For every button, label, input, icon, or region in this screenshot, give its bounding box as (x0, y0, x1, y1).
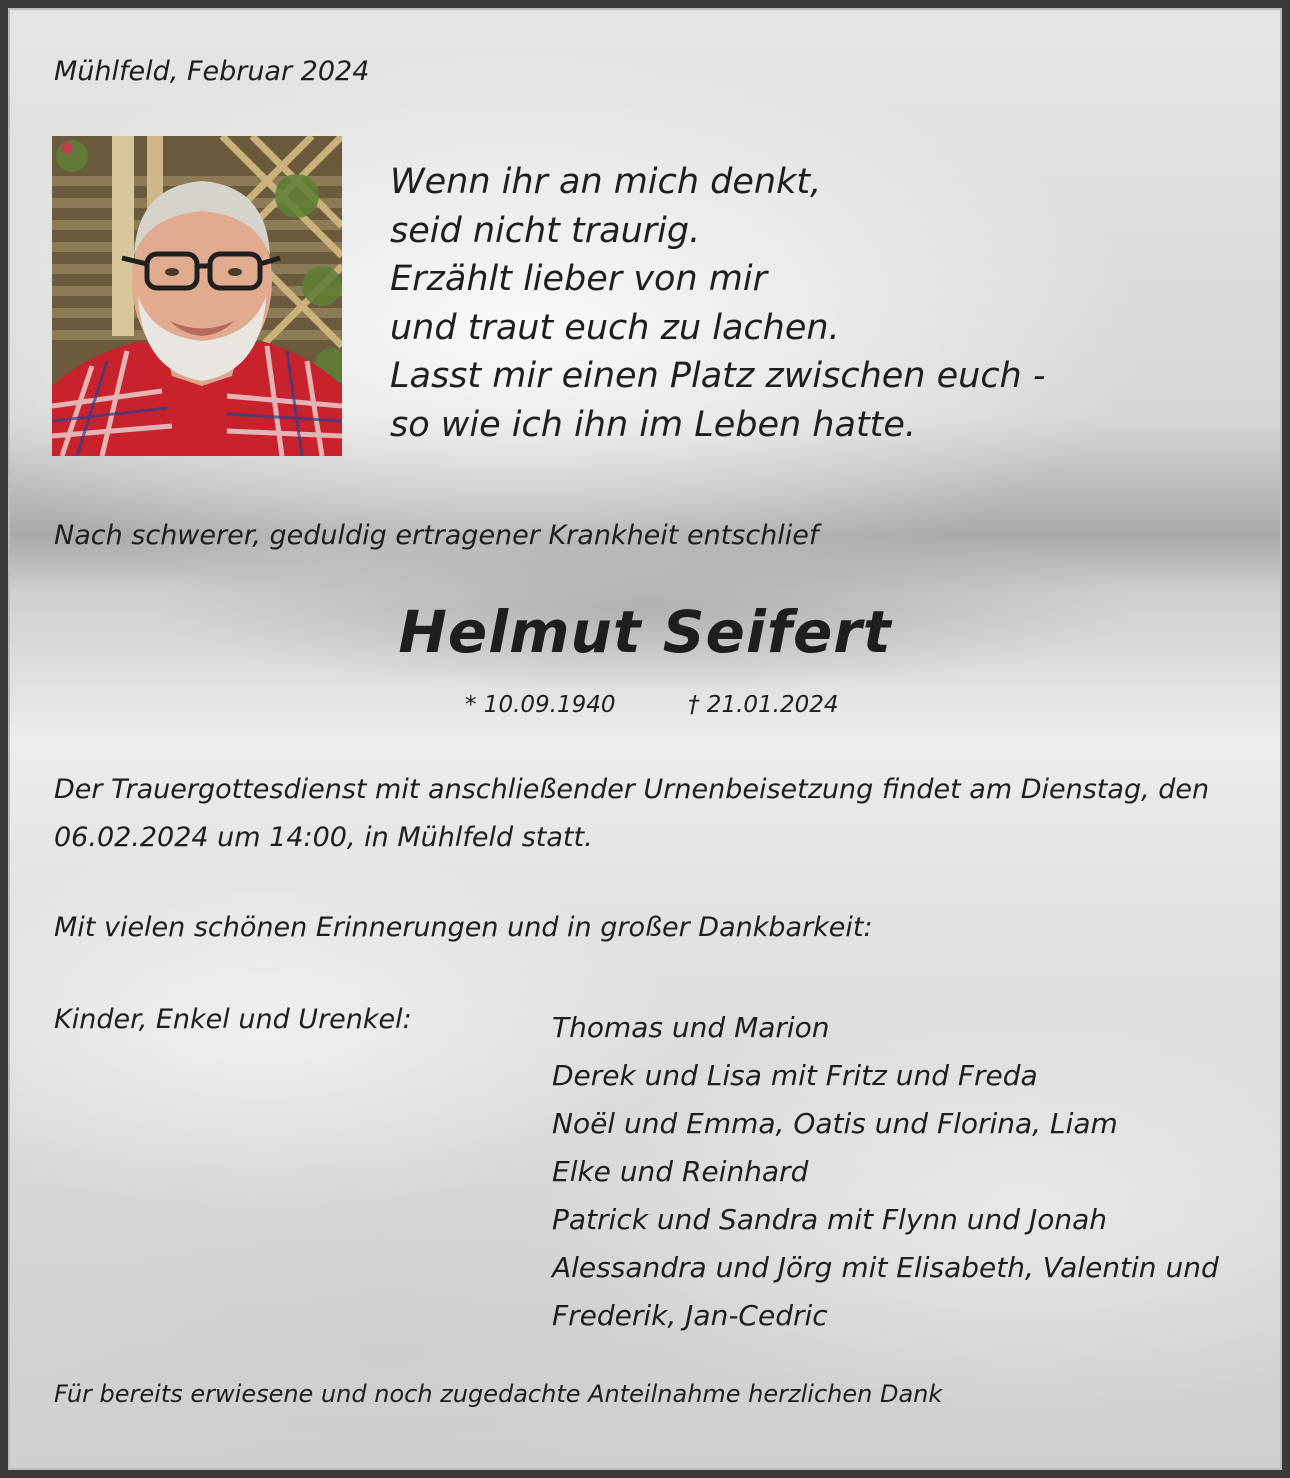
relation-item: Noël und Emma, Oatis und Florina, Liam (552, 1107, 1118, 1140)
service-info: Der Trauergottesdienst mit anschließender Urnenbeisetzung findet am Dienstag, den 06.02.2024 um 14:00, in Mühlfeld statt. (54, 774, 1210, 853)
closing-text: Für bereits erwiesene und noch zugedachte Anteilnahme herzlichen Dank (54, 1380, 943, 1408)
poem-line: so wie ich ihn im Leben hatte. (390, 404, 917, 445)
obituary-notice (8, 8, 1282, 1470)
deceased-name: Helmut Seifert (398, 598, 892, 666)
relation-item: Frederik, Jan-Cedric (552, 1299, 828, 1332)
poem-line: Lasst mir einen Platz zwischen euch - (390, 356, 1046, 396)
relation-item: Thomas und Marion (552, 1011, 830, 1044)
portrait-photo (52, 136, 342, 456)
intro-text: Nach schwerer, geduldig ertragener Krankheit entschlief (54, 520, 819, 551)
birth-date: * 10.09.1940 (465, 692, 616, 718)
thanks-line: Mit vielen schönen Erinnerungen und in großer Dankbarkeit: (54, 912, 873, 943)
relations-list (552, 1004, 1219, 1340)
relation-item: Elke und Reinhard (552, 1155, 809, 1188)
death-date: † 21.01.2024 (688, 692, 839, 718)
place-date: Mühlfeld, Februar 2024 (54, 56, 370, 87)
poem-line: seid nicht traurig. (390, 210, 701, 251)
relation-item: Patrick und Sandra mit Flynn und Jonah (552, 1203, 1107, 1236)
relations-label: Kinder, Enkel und Urenkel: (54, 1004, 412, 1035)
poem-line: und traut euch zu lachen. (390, 307, 840, 348)
poem-line: Wenn ihr an mich denkt, (390, 162, 822, 202)
relation-item: Alessandra und Jörg mit Elisabeth, Valentin und (552, 1251, 1219, 1284)
poem-line: Erzählt lieber von mir (390, 259, 767, 299)
relation-item: Derek und Lisa mit Fritz und Freda (552, 1059, 1038, 1092)
poem (390, 158, 1046, 449)
